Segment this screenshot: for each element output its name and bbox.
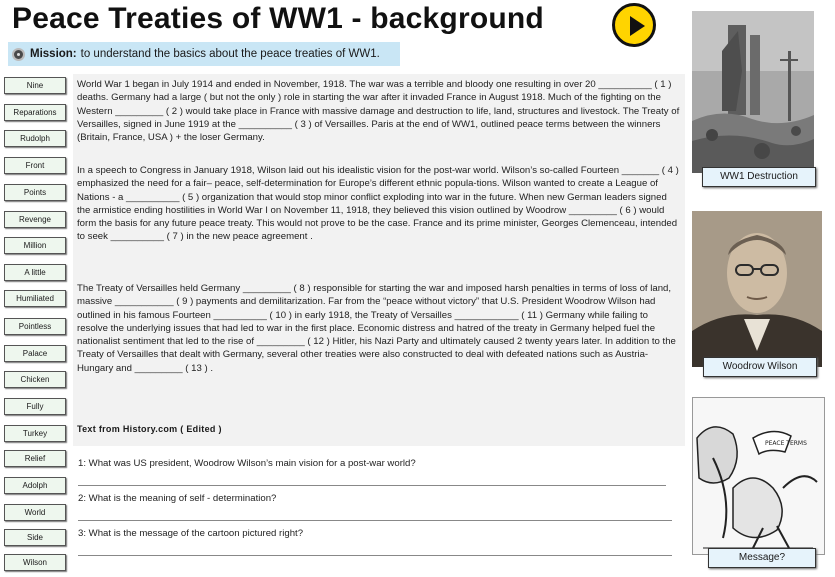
play-button[interactable] <box>612 3 656 47</box>
word-card[interactable]: Front <box>4 157 66 174</box>
word-card[interactable]: A little <box>4 264 66 281</box>
caption-wilson: Woodrow Wilson <box>703 357 817 377</box>
answer-line-3[interactable] <box>78 555 672 556</box>
word-card[interactable]: Points <box>4 184 66 201</box>
word-card[interactable]: Turkey <box>4 425 66 442</box>
caption-destruction: WW1 Destruction <box>702 167 816 187</box>
mission-label: Mission: <box>30 48 77 60</box>
word-card[interactable]: Humiliated <box>4 290 66 307</box>
portrait-illustration <box>692 211 822 367</box>
question-1: 1: What was US president, Woodrow Wilson’s main vision for a post-war world? <box>78 458 416 469</box>
word-card[interactable]: Chicken <box>4 371 66 388</box>
word-card[interactable]: Reparations <box>4 104 66 121</box>
question-2: 2: What is the meaning of self - determination? <box>78 493 277 504</box>
page-title: Peace Treaties of WW1 - background <box>12 2 544 35</box>
target-icon <box>12 48 25 61</box>
cartoon-illustration <box>693 398 825 555</box>
question-3: 3: What is the message of the cartoon pictured right? <box>78 528 304 539</box>
ruins-illustration <box>692 11 814 173</box>
source-credit: Text from History.com ( Edited ) <box>77 424 222 434</box>
word-card[interactable]: Pointless <box>4 318 66 335</box>
word-card[interactable]: Revenge <box>4 211 66 228</box>
word-card[interactable]: Million <box>4 237 66 254</box>
cartoon-paper-text: PEACE TERMS <box>765 440 807 447</box>
reading-text-panel <box>73 74 685 446</box>
paragraph-intro: World War 1 began in July 1914 and ended in November, 1918. The war was a terrible and bloody one resulting in over 20 __________ ( 1 ) deaths. Germany had a large ( but not the only ) role in starting the war after it invaded France in August 1918. Much of the fighting on the Western _________ ( 2 ) would take place in France with massive damage and destruction to life, land, structures and livestock. The Treaty of Versailles, signed in June 1919 at the __________ ( 3 ) of Versailles. Paris at the end of WW1, outlined peace terms between the winners (Britain, France, USA ) + the loser Germany. <box>77 79 680 144</box>
answer-line-2[interactable] <box>78 520 672 521</box>
word-card[interactable]: Fully <box>4 398 66 415</box>
word-card[interactable]: Side <box>4 529 66 546</box>
word-card[interactable]: World <box>4 504 66 521</box>
word-card[interactable]: Wilson <box>4 554 66 571</box>
mission-banner <box>8 42 400 66</box>
caption-cartoon: Message? <box>708 548 816 568</box>
mission-text: to understand the basics about the peace treaties of WW1. <box>80 48 380 60</box>
word-card[interactable]: Relief <box>4 450 66 467</box>
paragraph-treaty: The Treaty of Versailles held Germany _________ ( 8 ) responsible for starting the war and imposed harsh penalties in terms of loss of land, massive ___________ ( 9 ) payments and demilitarization. Far from the “peace without victory” that U.S. President Woodrow Wilson had outlined in his famous Fourteen __________ ( 10 ) in early 1918, the Treaty of Versailles ____________ ( 11 ) Germany while failing to resolve the underlying issues that had led to war in the first place. Economic distress and hatred of the treaty in Germany helped fuel the nationalist sentiment that led to the rise of _________ ( 12 ) Hitler, his Nazi Party and ultimately caused 2 twenty years later. In addition to the Treaty of Versailles that dealt with Germany, several other treaties were also constructed to deal with defeated nations such as Austria-Hungary and _________ ( 13 ) . <box>77 283 676 374</box>
word-card[interactable]: Rudolph <box>4 130 66 147</box>
paragraph-wilson: In a speech to Congress in January 1918, Wilson laid out his idealistic vision for the post-war world. Wilson’s so-called Fourteen _______ ( 4 ) emphasized the need for a fair– peace, self-determination for Europe’s different ethnic popula-tions. Wilson wanted to create a League of Nations - a __________ ( 5 ) organization that would stop minor conflict exploding into war in the future. When new German leaders signed the armistice ending hostilities in World War I on November 11, 1918, they believed this vision outlined by Woodrow _________ ( 6 ) would form the basis for any future peace treaty. This would not prove to be the case. France and its prime minister, Georges Clemenceau, intended to seek __________ ( 7 ) in the new peace agreement . <box>77 165 679 243</box>
word-card[interactable]: Adolph <box>4 477 66 494</box>
woodrow-wilson-portrait <box>692 211 822 367</box>
play-icon <box>630 16 645 36</box>
word-card[interactable]: Palace <box>4 345 66 362</box>
political-cartoon <box>692 397 825 555</box>
ww1-destruction-photo <box>692 11 814 173</box>
answer-line-1[interactable] <box>78 485 666 486</box>
word-card[interactable]: Nine <box>4 77 66 94</box>
